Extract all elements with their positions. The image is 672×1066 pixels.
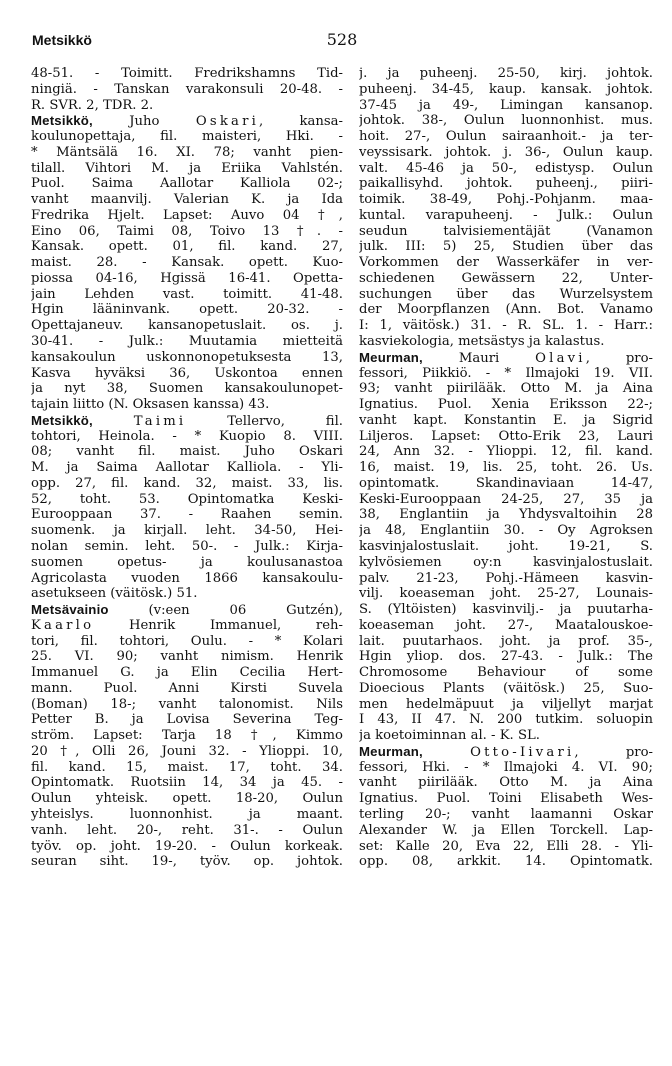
text-line [31,366,343,382]
text-line [359,807,653,823]
line-text: ja koetoiminnan al. - K. SL. [359,728,540,744]
line-text: Chromosome Behaviour of some [359,665,653,681]
line-text: R. SVR. 2, TDR. 2. [31,97,154,113]
line-text: tajain liitto (N. Oksasen kanssa) 43. [31,397,270,413]
text-line [359,634,653,650]
text-line [359,366,653,382]
text-line [31,161,343,177]
text-line [359,381,653,397]
line-text: jain Lehden vast. toimitt. 41-48. [31,286,343,302]
entry-given-name: Oskari [195,114,259,130]
text-line [31,681,343,697]
text-line [31,523,343,539]
text-line [31,429,343,445]
text-line [31,775,343,791]
line-text: yhteislys. luonnonhist. ja maant. [31,806,343,822]
line-text: (Boman) 18-; vanht talonomist. Nils [31,696,343,712]
line-text: vanht maanvilj. Valerian K. ja Ida [31,192,343,208]
line-text: 93; vanht piirilääk. Otto M. ja Aina [359,381,653,397]
line-text: Alexander W. ja Ellen Torckell. Lap- [359,822,653,838]
text-line [359,460,653,476]
line-text: 20 †, Olli 26, Jouni 32. - Ylioppi. 10, [31,743,343,759]
left-column [31,66,343,870]
line-text: ningiä. - Tanskan varakonsuli 20-48. - [31,81,343,97]
entry-surname: Metsikkö, [31,113,93,129]
text-line [31,492,343,508]
text-line [359,712,653,728]
text-line [359,287,653,303]
line-text: Opintomatk. Ruotsiin 14, 34 ja 45. - [31,775,343,791]
line-text: 24, Ann 32. - Ylioppi. 12, fil. kand. [359,444,653,460]
text-line [359,744,653,760]
text-line [359,649,653,665]
line-text: 38, Englantiin ja Yhdysvaltoihin 28 [359,507,653,523]
text-line [359,539,653,555]
line-text: kasviekologia, metsästys ja kalastus. [359,334,605,350]
line-text: Mauri [422,350,536,366]
text-line [31,854,343,870]
text-line [31,602,343,618]
text-line [359,586,653,602]
text-line [31,807,343,823]
text-line [359,113,653,129]
text-line [31,444,343,460]
line-text: lait. puutarhaos. joht. ja prof. 35-, [359,633,653,649]
text-line [31,302,343,318]
line-text: fessori, Piikkiö. - * Ilmajoki 19. VII. [359,365,653,381]
line-text: opintomatk. Skandinaviaan 14-47, [359,475,653,491]
line-text: vanht kapt. Konstantin E. ja Sigrid [359,412,653,428]
text-line [31,208,343,224]
text-line [359,444,653,460]
text-line [359,334,653,350]
line-text: fessori, Hki. - * Ilmajoki 4. VI. 90; [359,759,653,775]
line-text: johtok. 38-, Oulun luonnonhist. mus. [359,113,653,129]
right-column [359,66,653,870]
line-text: suchungen über das Wurzelsystem [359,286,653,302]
text-line [31,334,343,350]
text-line [359,208,653,224]
page-header [30,30,654,54]
text-line [359,98,653,114]
entry-given-name: Taimi [133,413,187,429]
line-text: suomenk. ja kirjall. leht. 34-50, Hei- [31,523,343,539]
line-text: * Mäntsälä 16. XI. 78; vanht pien- [31,144,343,160]
text-line [359,618,653,634]
text-line [31,239,343,255]
line-text: Hgin yliop. dos. 27-43. - Julk.: The [359,649,653,665]
text-line [359,791,653,807]
line-text: Ignatius. Puol. Xenia Eriksson 22-; [359,397,653,413]
text-line [31,271,343,287]
line-text: I: 1, väitösk.) 31. - R. SL. 1. - Harr.: [359,318,653,334]
entry-given-name: Kaarlo [31,617,95,633]
line-text: koeaseman joht. 27-, Maatalouskoe- [359,617,653,633]
text-line [359,492,653,508]
text-line [359,397,653,413]
line-text: työv. op. joht. 19-20. - Oulun korkeak. [31,838,343,854]
running-head: Metsikkö [32,32,92,48]
line-text [423,745,470,760]
text-line [359,775,653,791]
line-text: Liljeros. Lapset: Otto-Erik 23, Lauri [359,428,653,444]
line-text: puheenj. 34-45, kaup. kansak. johtok. [359,81,653,97]
text-line [31,586,343,602]
line-text: set: Kalle 20, Eva 22, Elli 28. - Yli- [359,838,653,854]
text-line [359,271,653,287]
entry-surname: Meurman, [359,743,423,759]
line-text: nolan semin. leht. 50-. - Julk.: Kirja- [31,538,343,554]
text-line [31,381,343,397]
text-line [359,82,653,98]
text-line [31,823,343,839]
text-line [31,113,343,129]
text-line [31,350,343,366]
entry-surname: Metsikkö, [31,412,93,428]
text-line [31,539,343,555]
text-line [31,413,343,429]
line-text: Tellervo, fil. [186,413,343,429]
line-text: maist. 28. - Kansak. opett. Kuo- [31,255,343,271]
line-text: veyssisark. johtok. j. 36-, Oulun kaup. [359,144,653,160]
line-text: hoit. 27-, Oulun sairaanhoit.- ja ter- [359,129,653,145]
text-line [31,697,343,713]
line-text: paikallisyhd. johtok. puheenj., piiri- [359,176,653,192]
text-line [359,176,653,192]
text-line [359,350,653,366]
text-line [359,728,653,744]
text-line [359,239,653,255]
line-text: 30-41. - Julk.: Muutamia mietteitä [31,334,343,350]
text-line [359,302,653,318]
text-line [31,665,343,681]
text-line [31,571,343,587]
line-text: I 43, II 47. N. 200 tutkim. soluopin [359,712,653,728]
text-line [359,854,653,870]
text-line [359,839,653,855]
line-text: kansakoulun uskonnonopetuksesta 13, [31,349,343,365]
line-text: 37-45 ja 49-, Limingan kansanop. [359,97,653,113]
text-line [359,507,653,523]
line-text: ström. Lapset: Tarja 18 †, Kimmo [31,728,343,744]
text-line [31,634,343,650]
page-number: 528 [326,30,358,49]
entry-given-name: Otto-Iivari [470,744,575,760]
line-text: Fredrika Hjelt. Lapset: Auvo 04 †, [31,207,343,223]
line-text: valt. 45-46 ja 50-, edistysp. Oulun [359,160,653,176]
line-text: tohtori, Heinola. - * Kuopio 8. VIII. [31,428,343,444]
text-line [359,760,653,776]
text-line [359,129,653,145]
line-text: vanh. leht. 20-, reht. 31-. - Oulun [31,822,343,838]
line-text: schiedenen Gewässern 22, Unter- [359,270,653,286]
line-text: Juho [92,114,196,130]
line-text: , pro- [585,350,653,366]
line-text: palv. 21-23, Pohj.-Hämeen kasvin- [359,570,653,586]
text-line [31,555,343,571]
text-line [359,523,653,539]
line-text: (v:een 06 Gutzén), [108,603,343,618]
text-line [359,145,653,161]
line-text: M. ja Saima Aallotar Kalliola. - Yli- [31,460,343,476]
line-text: suomen opetus- ja koulusanastoa [31,554,343,570]
line-text: tori, fil. tohtori, Oulu. - * Kolari [31,633,343,649]
text-line [31,287,343,303]
line-text: Keski-Eurooppaan 24-25, 27, 35 ja [359,491,653,507]
line-text: asetukseen (väitösk.) 51. [31,586,198,602]
line-text: toimik. 38-49, Pohj.-Pohjanm. maa- [359,192,653,208]
line-text: Ignatius. Puol. Toini Elisabeth Wes- [359,791,653,807]
text-line [359,161,653,177]
line-text: terling 20-; vanht laamanni Oskar [359,806,653,822]
entry-given-name: Olavi [535,350,586,366]
line-text: tilall. Vihtori M. ja Eriika Vahlstén. [31,160,343,176]
line-text: Opettajaneuv. kansanopetuslait. os. j. [31,318,343,334]
line-text: Oulun yhteisk. opett. 18-20, Oulun [31,791,343,807]
text-line [31,176,343,192]
text-line [359,318,653,334]
text-line [31,192,343,208]
line-text: Immanuel G. ja Elin Cecilia Hert- [31,665,343,681]
line-text: 48-51. - Toimitt. Fredrikshamns Tid- [31,66,343,81]
text-line [31,98,343,114]
text-line [31,839,343,855]
line-text: Dioecious Plants (väitösk.) 25, Suo- [359,680,653,696]
text-line [359,571,653,587]
line-text: 08; vanht fil. maist. Juho Oskari [31,444,343,460]
text-line [31,760,343,776]
text-line [359,476,653,492]
line-text: , pro- [574,744,653,760]
text-line [31,744,343,760]
line-text: opp. 27, fil. kand. 32, maist. 33, lis. [31,475,343,491]
text-line [31,476,343,492]
line-text: der Moorpflanzen (Ann. Bot. Vanamo [359,302,653,318]
line-text: opp. 08, arkkit. 14. Opintomatk. [359,854,653,870]
line-text: Eurooppaan 37. - Raahen semin. [31,507,343,523]
line-text: Kasva hyväksi 36, Uskontoa ennen [31,365,343,381]
line-text: vanht piirilääk. Otto M. ja Aina [359,775,653,791]
text-line [31,728,343,744]
line-text: kylvösiemen oy:n kasvinjalostuslait. [359,554,653,570]
line-text: seuran siht. 19-, työv. op. johtok. [31,854,343,870]
line-text: 16, maist. 19, lis. 25, toht. 26. Us. [359,460,653,476]
text-line [359,697,653,713]
text-line [359,413,653,429]
text-line [359,681,653,697]
line-text: j. ja puheenj. 25-50, kirj. johtok. [359,66,653,81]
text-line [359,66,653,82]
text-line [359,823,653,839]
text-line [359,429,653,445]
line-text: Vorkommen der Wasserkäfer in ver- [359,255,653,271]
text-line [359,255,653,271]
line-text: , kansa- [259,114,343,130]
line-text: S. (Yltöisten) kasvinvilj.- ja puutarha- [359,602,653,618]
line-text: 25. VI. 90; vanht nimism. Henrik [31,649,343,665]
text-line [31,507,343,523]
entry-surname: Meurman, [359,349,423,365]
text-line [31,145,343,161]
text-line [359,192,653,208]
line-text: julk. III: 5) 25, Studien über das [359,239,653,255]
text-line [359,555,653,571]
line-text: mann. Puol. Anni Kirsti Suvela [31,680,343,696]
line-text: vilj. koeaseman joht. 25-27, Lounais- [359,586,653,602]
line-text: kuntal. varapuheenj. - Julk.: Oulun [359,207,653,223]
text-line [359,224,653,240]
line-text: koulunopettaja, fil. maisteri, Hki. - [31,129,343,145]
line-text: Eino 06, Taimi 08, Toivo 13 †. - [31,223,343,239]
line-text: Puol. Saima Aallotar Kalliola 02-; [31,176,343,192]
text-line [31,129,343,145]
line-text: 52, toht. 53. Opintomatka Keski- [31,491,343,507]
text-line [31,712,343,728]
line-text: piossa 04-16, Hgissä 16-41. Opetta- [31,270,343,286]
entry-surname: Metsävainio [31,602,109,618]
text-line [31,255,343,271]
text-line [31,397,343,413]
line-text: ja nyt 38, Suomen kansakoulunopet- [31,381,343,397]
line-text: Henrik Immanuel, reh- [94,617,343,633]
line-text [93,414,134,429]
text-line [359,602,653,618]
text-line [31,618,343,634]
text-line [31,66,343,82]
line-text: ja 48, Englantiin 30. - Oy Agroksen [359,523,653,539]
line-text: seudun talvisiementäjät (Vanamon [359,223,653,239]
text-line [31,318,343,334]
line-text: fil. kand. 15, maist. 17, toht. 34. [31,759,343,775]
line-text: Agricolasta vuoden 1866 kansakoulu- [31,570,343,586]
text-line [31,791,343,807]
line-text: kasvinjalostuslait. joht. 19-21, S. [359,538,653,554]
text-line [31,224,343,240]
line-text: Hgin lääninvank. opett. 20-32. - [31,302,343,318]
text-line [31,82,343,98]
text-line [31,649,343,665]
text-line [359,665,653,681]
line-text: men hedelmäpuut ja viljellyt marjat [359,696,653,712]
line-text: Petter B. ja Lovisa Severina Teg- [31,712,343,728]
line-text: Kansak. opett. 01, fil. kand. 27, [31,239,343,255]
text-line [31,460,343,476]
